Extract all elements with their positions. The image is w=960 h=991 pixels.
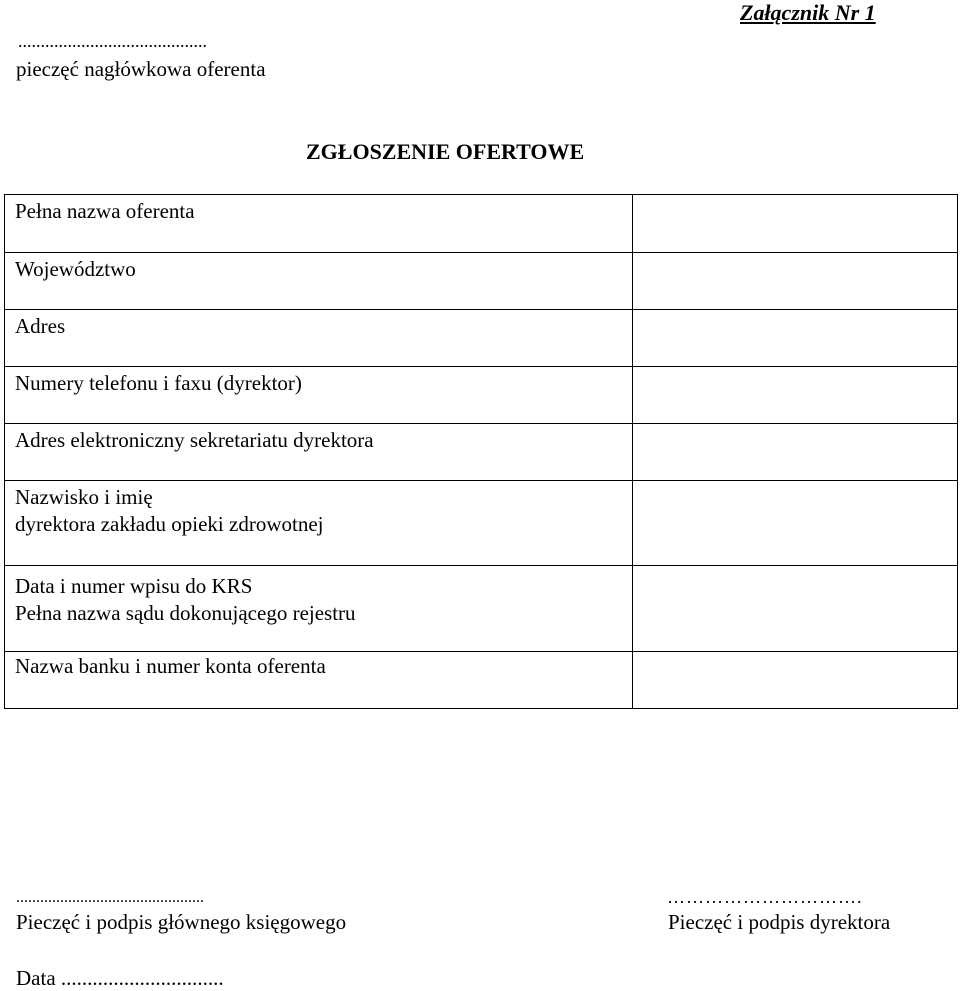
form-label: Adres elektroniczny sekretariatu dyrektora (15, 428, 374, 452)
form-row-full-name (5, 195, 958, 253)
offer-form-table (4, 194, 958, 709)
document-title: ZGŁOSZENIE OFERTOWE (306, 139, 585, 164)
form-value-cell-email[interactable] (633, 424, 958, 481)
form-label: Nazwa banku i numer konta oferenta (15, 654, 326, 678)
form-label-line-2: Pełna nazwa sądu dokonującego rejestru (15, 601, 356, 625)
director-signature-dots: …………………………. (667, 887, 863, 907)
stamp-label: pieczęć nagłówkowa oferenta (16, 57, 266, 81)
form-label: Województwo (15, 257, 136, 281)
form-label-line-1: Data i numer wpisu do KRS (15, 574, 253, 598)
form-row-email (5, 424, 958, 481)
form-label-cell (5, 424, 633, 481)
form-label-line-1: Nazwisko i imię (15, 485, 153, 509)
form-label-cell (5, 367, 633, 424)
form-label: Numery telefonu i faxu (dyrektor) (15, 371, 302, 395)
form-value-cell-director-name[interactable] (633, 481, 958, 566)
form-label: Adres (15, 314, 66, 338)
form-value-cell-phone-fax[interactable] (633, 367, 958, 424)
form-value-cell-full-name[interactable] (633, 195, 958, 253)
form-label-cell (5, 652, 633, 709)
form-row-bank-account (5, 652, 958, 709)
accountant-signature-label: Pieczęć i podpis głównego księgowego (16, 910, 347, 934)
form-value-cell-krs[interactable] (633, 566, 958, 652)
form-value-cell-voivodeship[interactable] (633, 253, 958, 310)
annex-label: Załącznik Nr 1 (740, 0, 876, 25)
form-label-cell (5, 481, 633, 566)
form-value-cell-address[interactable] (633, 310, 958, 367)
form-value-cell-bank-account[interactable] (633, 652, 958, 709)
stamp-placeholder-dots: .......................................... (18, 31, 207, 51)
form-label-cell (5, 310, 633, 367)
form-label-cell (5, 253, 633, 310)
form-label: Pełna nazwa oferenta (15, 199, 195, 223)
form-row-voivodeship (5, 253, 958, 310)
form-row-phone-fax (5, 367, 958, 424)
director-signature-label: Pieczęć i podpis dyrektora (668, 910, 891, 934)
form-row-director-name (5, 481, 958, 566)
form-label-line-2: dyrektora zakładu opieki zdrowotnej (15, 512, 324, 536)
date-field: Data ............................... (16, 966, 224, 990)
form-label-cell (5, 566, 633, 652)
form-row-krs (5, 566, 958, 652)
form-row-address (5, 310, 958, 367)
accountant-signature-dots: ............................................... (16, 889, 204, 906)
form-label-cell (5, 195, 633, 253)
